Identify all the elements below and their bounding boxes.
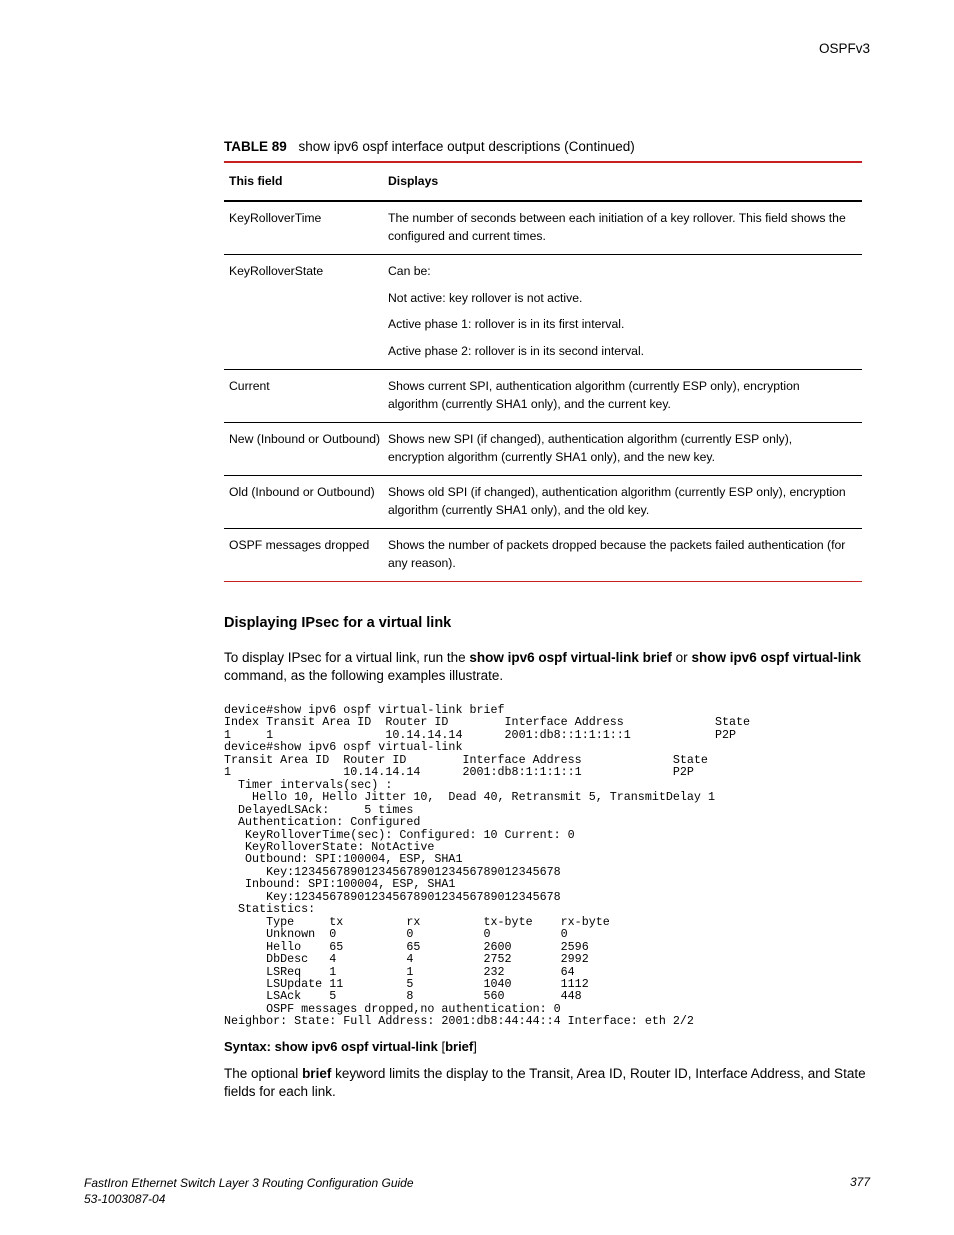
field-description xyxy=(388,537,862,572)
field-name: OSPF messages dropped xyxy=(229,538,370,552)
description-line: Not active: key rollover is not active. xyxy=(388,290,583,305)
field-description xyxy=(388,484,862,519)
syntax-keyword: brief xyxy=(445,1039,474,1054)
table-row xyxy=(224,529,862,581)
field-description xyxy=(388,263,862,360)
intro-text: or xyxy=(671,650,692,665)
description-line: Active phase 1: rollover is in its first interval. xyxy=(388,317,625,331)
syntax-bracket: [ xyxy=(441,1039,446,1054)
footer xyxy=(84,1175,414,1207)
description-table xyxy=(224,161,862,582)
field-name: KeyRolloverState xyxy=(229,264,324,278)
syntax-line xyxy=(224,1039,477,1054)
syntax-bracket: ] xyxy=(473,1039,477,1054)
intro-text: command, as the following examples illustrate. xyxy=(224,667,504,683)
page-number: 377 xyxy=(849,1175,870,1189)
intro-text: To display IPsec for a virtual link, run the xyxy=(224,650,470,665)
table-title: show ipv6 ospf interface output descriptions (Continued) xyxy=(298,139,635,154)
running-header: OSPFv3 xyxy=(818,41,870,56)
command-full: show ipv6 ospf virtual-link xyxy=(691,650,861,665)
keyword-brief: brief xyxy=(302,1066,332,1081)
closing-text: keyword limits the display to the Transit, Area ID, Router ID, Interface Address, and State fields for each link. xyxy=(224,1066,866,1099)
footer-doc-number: 53-1003087-04 xyxy=(84,1192,166,1206)
field-description xyxy=(388,378,862,413)
closing-paragraph xyxy=(224,1065,869,1100)
table-header-row xyxy=(224,163,862,202)
table-row xyxy=(224,370,862,423)
cli-output-example: device#show ipv6 ospf virtual-link brief Index Transit Area ID Router ID Interface Address State 1 1 10.14.14.14 2001:db8::1:1:1::1 P2P device#show ipv6 ospf virtual-link Transit Area ID Router ID Interface Address State 1 10.14.14.14 2001:db8:1:1:1::1 P2P Timer intervals(sec) : Hello 10, Hello Jitter 10, Dead 40, Retransmit 5, TransmitDelay 1 DelayedLSAck: 5 times Authentication: Configured KeyRolloverTime(sec): Configured: 10 Current: 0 KeyRolloverState: NotActive Outbound: SPI:100004, ESP, SHA1 Key:12345678901234567890123456789012345678 Inbound: SPI:100004, ESP, SHA1 Key:12345678901234567890123456789012345678 Statistics: Type tx rx tx-byte rx-byte Unknown 0 0 0 0 Hello 65 65 2600 2596 DbDesc 4 4 2752 2992 LSReq 1 1 232 64 LSUpdate 11 5 1040 1112 LSAck 5 8 560 448 OSPF messages dropped,no authentication: 0 Neighbor: State: Full Address: 2001:db8:44:44::4 Interface: eth 2/2 xyxy=(224,703,751,1029)
description-line: Shows current SPI, authentication algorithm (currently ESP only), encryption algorithm (currently SHA1 only), and the current key. xyxy=(388,379,800,411)
description-line: Active phase 2: rollover is in its second interval. xyxy=(388,343,645,358)
section-heading: Displaying IPsec for a virtual link xyxy=(224,615,452,631)
field-name: Old (Inbound or Outbound) xyxy=(229,485,375,499)
table-caption xyxy=(224,139,635,154)
table-row xyxy=(224,476,862,529)
table-row xyxy=(224,423,862,476)
command-brief: show ipv6 ospf virtual-link brief xyxy=(469,650,672,665)
field-name: New (Inbound or Outbound) xyxy=(229,432,381,446)
field-description xyxy=(388,431,862,466)
table-number: TABLE 89 xyxy=(224,139,287,154)
syntax-command: Syntax: show ipv6 ospf virtual-link xyxy=(224,1039,442,1054)
table-row xyxy=(224,202,862,255)
footer-title: FastIron Ethernet Switch Layer 3 Routing Configuration Guide xyxy=(84,1176,414,1190)
field-description xyxy=(388,210,862,245)
closing-text: The optional xyxy=(224,1066,303,1081)
table-row xyxy=(224,255,862,370)
field-name: Current xyxy=(229,379,270,393)
description-line: Shows old SPI (if changed), authentication algorithm (currently ESP only), encryption algorithm (currently SHA1 only), and the old key. xyxy=(388,485,846,517)
description-line: Can be: xyxy=(388,264,431,278)
column-header-displays: Displays xyxy=(388,173,439,188)
description-line: Shows the number of packets dropped because the packets failed authentication (for any reason). xyxy=(388,538,846,570)
column-header-field: This field xyxy=(229,173,283,188)
description-line: The number of seconds between each initiation of a key rollover. This field shows the configured and current times. xyxy=(388,211,846,243)
intro-paragraph xyxy=(224,649,869,684)
field-name: KeyRolloverTime xyxy=(229,211,322,225)
description-line: Shows new SPI (if changed), authentication algorithm (currently ESP only), encryption algorithm (currently SHA1 only), and the new key. xyxy=(388,432,793,464)
